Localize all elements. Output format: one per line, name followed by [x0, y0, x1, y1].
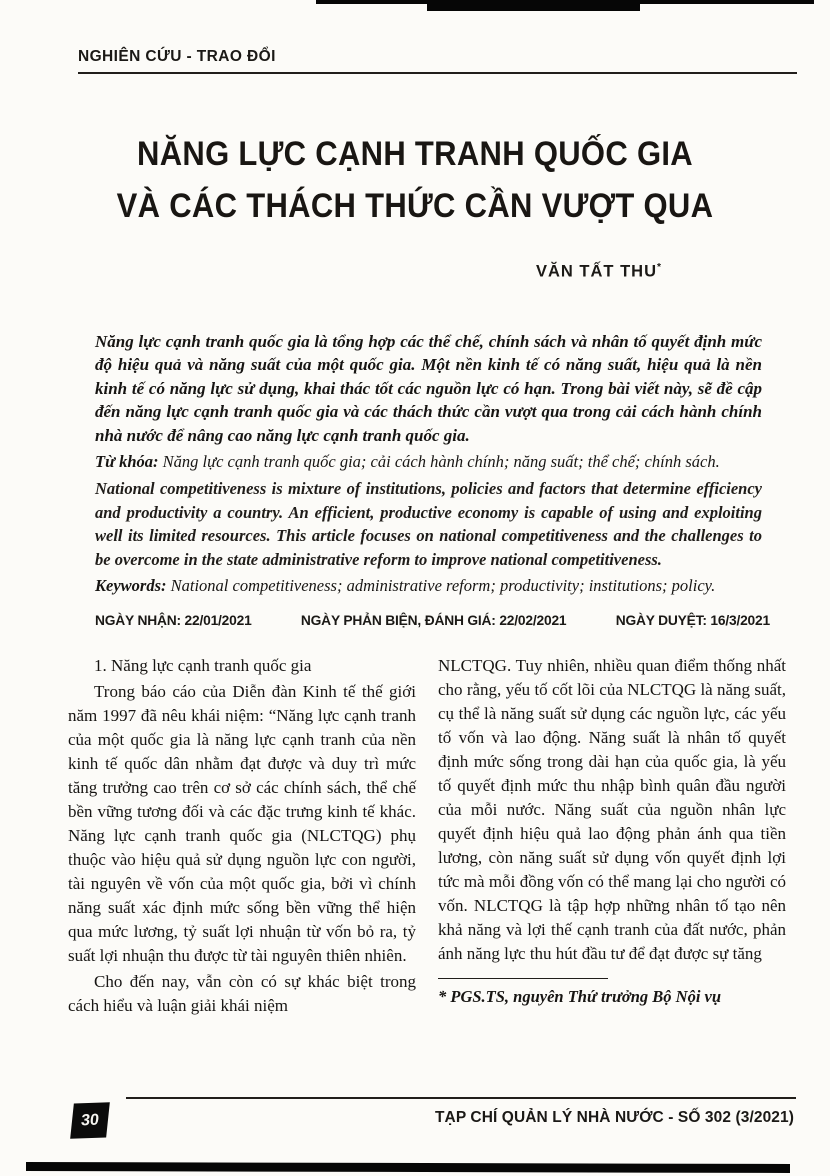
section-header — [78, 48, 797, 74]
scan-artifact-bottom — [26, 1162, 790, 1173]
paragraph: Trong báo cáo của Diễn đàn Kinh tế thế giới năm 1997 đã nêu khái niệm: “Năng lực cạnh tranh của một quốc gia là năng lực cạnh tranh của nền kinh tế quốc dân nhằm đạt được và duy trì mức tăng trưởng cao trên cơ sở các chính sách, thể chế bền vững tương đối và các đặc trưng kinh tế khác. Năng lực cạnh tranh quốc gia (NLCTQG) phụ thuộc vào hiệu quả sử dụng nguồn lực con người, tài nguyên về vốn của một quốc gia, bởi vì chính năng suất xác định mức sống bền vững thể hiện qua mức lương, tỷ suất lợi nhuận từ vốn bỏ ra, tỷ suất lợi nhuận thu được từ tài nguyên thiên nhiên. — [68, 682, 416, 965]
article-title-line2: VÀ CÁC THÁCH THỨC CẦN VƯỢT QUA — [116, 185, 714, 226]
keywords-en-value: National competitiveness; administrative reform; productivity; institutions; policy. — [170, 576, 716, 595]
keywords-vi-label: Từ khóa: — [95, 452, 159, 471]
column-right — [438, 654, 786, 1020]
abstract-block — [95, 330, 762, 598]
article-title — [40, 128, 790, 232]
keywords-vi-value: Năng lực cạnh tranh quốc gia; cải cách hành chính; năng suất; thể chế; chính sách. — [162, 452, 720, 471]
dates-row — [95, 613, 770, 628]
footnote-rule — [438, 978, 608, 979]
keywords-vietnamese — [95, 450, 762, 473]
column-left — [68, 654, 416, 1020]
footnote-text: * PGS.TS, nguyên Thứ trưởng Bộ Nội vụ — [438, 987, 722, 1006]
keywords-en-label: Keywords: — [95, 576, 167, 595]
paragraph: NLCTQG. Tuy nhiên, nhiều quan điểm thống nhất cho rằng, yếu tố cốt lõi của NLCTQG là năng suất, cụ thể là năng suất sử dụng các nguồn lực, các yếu tố vốn và lao động. Năng suất là nhân tố quyết định mức sống trong dài hạn của quốc gia, là yếu tố quyết định mức thu nhập bình quân đầu người của mỗi nước. Năng suất của nguồn nhân lực quyết định hiệu quả lao động phản ánh qua tiền lương, còn năng suất sử dụng vốn quyết định lợi tức mà mỗi đồng vốn có thể mang lại cho người có vốn. NLCTQG là tập hợp những nhân tố tạo nên khả năng và lợi thế cạnh tranh của đất nước, phản ánh năng lực thu hút đầu tư để đạt được sự tăng — [438, 656, 786, 963]
body-columns — [68, 654, 787, 1020]
author-name: VĂN TẤT THU — [536, 262, 658, 281]
abstract-vietnamese: Năng lực cạnh tranh quốc gia là tổng hợp các thể chế, chính sách và nhân tố quyết định mức độ hiệu quả và năng suất của một quốc gia. Một nền kinh tế có năng suất, hiệu quả là nền kinh tế có năng lực sử dụng, khai thác tốt các nguồn lực có hạn. Trong bài viết này, sẽ đề cập đến năng lực cạnh tranh quốc gia và các thách thức cần vượt qua trong cải cách hành chính nhà nước để nâng cao năng lực cạnh tranh quốc gia. — [95, 331, 762, 445]
author-asterisk: * — [657, 262, 662, 273]
header-rule — [78, 72, 797, 74]
date-received: NGÀY NHẬN: 22/01/2021 — [95, 613, 252, 628]
date-reviewed: NGÀY PHẢN BIỆN, ĐÁNH GIÁ: 22/02/2021 — [300, 613, 567, 628]
scan-artifact-top-thick — [427, 0, 640, 11]
footnote — [438, 978, 786, 1009]
section-label: NGHIÊN CỨU - TRAO ĐỔI — [78, 48, 276, 65]
keywords-english — [95, 574, 762, 597]
footer-rule — [126, 1097, 796, 1099]
abstract-english: National competitiveness is mixture of institutions, policies and factors that determine efficiency and productivity a country. An efficient, productive economy is capable of using and exploiting well its limited resources. This article focuses on national competitiveness and the challenges to be overcome in the state administrative reform to improve national competitiveness. — [95, 479, 762, 569]
paragraph: Cho đến nay, vẫn còn có sự khác biệt trong cách hiểu và luận giải khái niệm — [68, 972, 416, 1015]
author-byline — [0, 262, 830, 282]
article-title-line1: NĂNG LỰC CẠNH TRANH QUỐC GIA — [137, 133, 693, 174]
date-approved: NGÀY DUYỆT: 16/3/2021 — [615, 613, 770, 628]
page-number: 30 — [70, 1102, 110, 1138]
section1-heading: 1. Năng lực cạnh tranh quốc gia — [94, 656, 312, 675]
journal-name: TẠP CHÍ QUẢN LÝ NHÀ NƯỚC - SỐ 302 (3/2021) — [434, 1109, 794, 1126]
